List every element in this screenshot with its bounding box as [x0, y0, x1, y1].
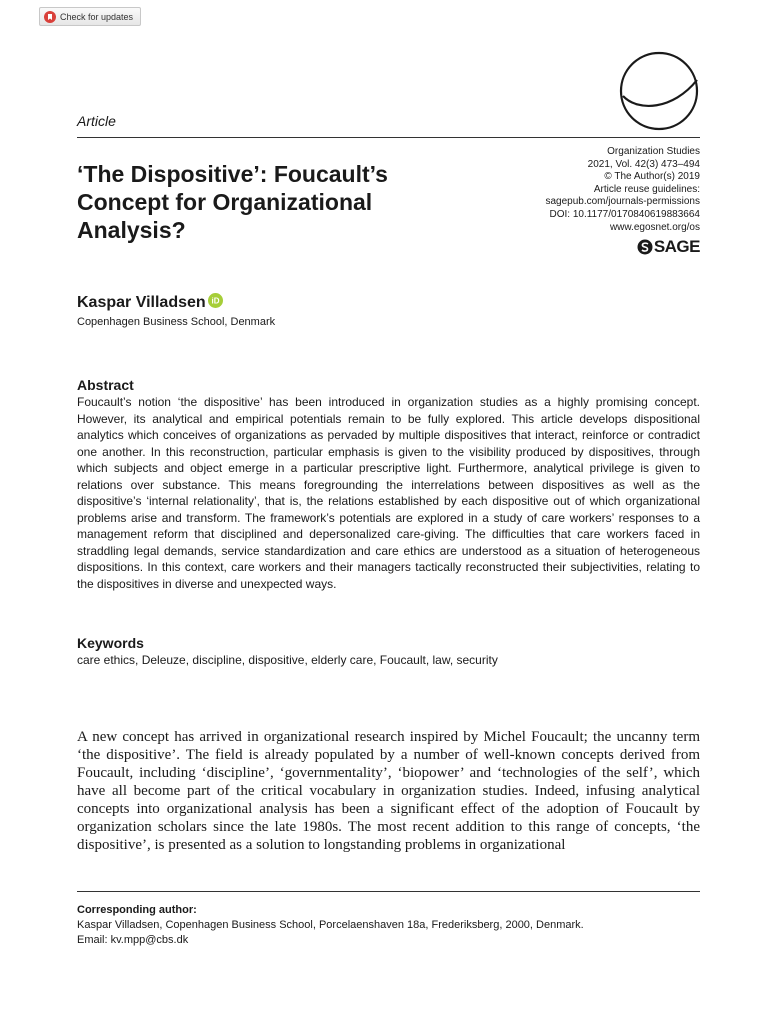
- sage-s-icon: [637, 239, 653, 255]
- author-affiliation: Copenhagen Business School, Denmark: [77, 316, 276, 328]
- corresponding-author-email[interactable]: Email: kv.mpp@cbs.dk: [77, 934, 189, 946]
- abstract-heading: Abstract: [77, 377, 134, 393]
- permissions-link[interactable]: sagepub.com/journals-permissions: [545, 196, 700, 208]
- author-name: Kaspar Villadsen: [77, 294, 206, 311]
- author-name-row: [77, 294, 223, 312]
- corresponding-author-heading: Corresponding author:: [77, 904, 197, 916]
- journal-logo-icon: [618, 50, 700, 132]
- corresponding-author-block: [77, 903, 584, 948]
- reuse-guidelines-label: Article reuse guidelines:: [593, 183, 700, 195]
- keywords-heading: Keywords: [77, 635, 144, 651]
- bookmark-icon: [44, 11, 56, 23]
- sage-wordmark: SAGE: [653, 237, 700, 256]
- abstract-text: Foucault’s notion ‘the dispositive’ has been introduced in organization studies as a highly promising concept. However, its analytical and empirical potentials remain to be fully explored. This article develops dispositional analytics which conceives of organizations as pervaded by multiple dispositives that interact, reinforce or contradict one another. In this reconstruction, particular emphasis is given to the visibility produced by dispositives, through which subjects and object emerge in a particular prescriptive light. Furthermore, analytical privilege is given to relations over substance. This means foregrounding the interrelations between dispositives as well as the dispositive’s ‘internal relationality’, that is, the relations established by each dispositive out of which organizational problems arise and transform. The framework’s potentials are explored in a study of care workers’ responses to a management reform that disciplined and depersonalized care-giving. The difficulties that care workers faced in straddling legal demands, service standardization and care ethics are understood as a situation of heterogeneous dispositions. In this context, care workers and their managers tactically reconstructed their subjectivities, relating to the dispositives in diverse and unexpected ways.: [77, 395, 700, 591]
- journal-volume: 2021, Vol. 42(3) 473–494: [587, 158, 700, 170]
- doi-link[interactable]: DOI: 10.1177/0170840619883664: [549, 208, 700, 220]
- check-for-updates-button[interactable]: [39, 7, 141, 26]
- body-paragraph: A new concept has arrived in organizational research inspired by Michel Foucault; the uncanny term ‘the dispositive’. The field is already populated by a number of well-known concepts derived from Foucault, including ‘discipline’, ‘governmentality’, ‘biopower’ and ‘technologies of the self’, which have all become part of the critical vocabulary in organization studies. Indeed, infusing analytical concepts into organizational analysis has been a significant effect of the adoption of Foucault by organization scholars since the late 1980s. The most recent addition to this range of concepts, ‘the dispositive’, is presented as a solution to longstanding problems in organizational: [77, 729, 700, 853]
- article-type-label: Article: [77, 113, 116, 129]
- orcid-icon[interactable]: [208, 293, 223, 308]
- sage-logo: [637, 237, 700, 257]
- journal-metadata: [480, 146, 700, 234]
- check-for-updates-label: Check for updates: [60, 11, 134, 22]
- footnote-divider: [77, 891, 700, 892]
- keywords-list: care ethics, Deleuze, discipline, dispositive, elderly care, Foucault, law, security: [77, 653, 498, 667]
- copyright: © The Author(s) 2019: [604, 171, 700, 183]
- article-title: ‘The Dispositive’: Foucault’s Concept for Organizational Analysis?: [77, 161, 388, 243]
- society-link[interactable]: www.egosnet.org/os: [609, 221, 700, 233]
- orcid-badge-text: iD: [211, 296, 220, 305]
- header-divider: [77, 137, 700, 138]
- corresponding-author-address: Kaspar Villadsen, Copenhagen Business School, Porcelaenshaven 18a, Frederiksberg, 2000, Denmark.: [77, 919, 584, 931]
- journal-name: Organization Studies: [607, 146, 700, 157]
